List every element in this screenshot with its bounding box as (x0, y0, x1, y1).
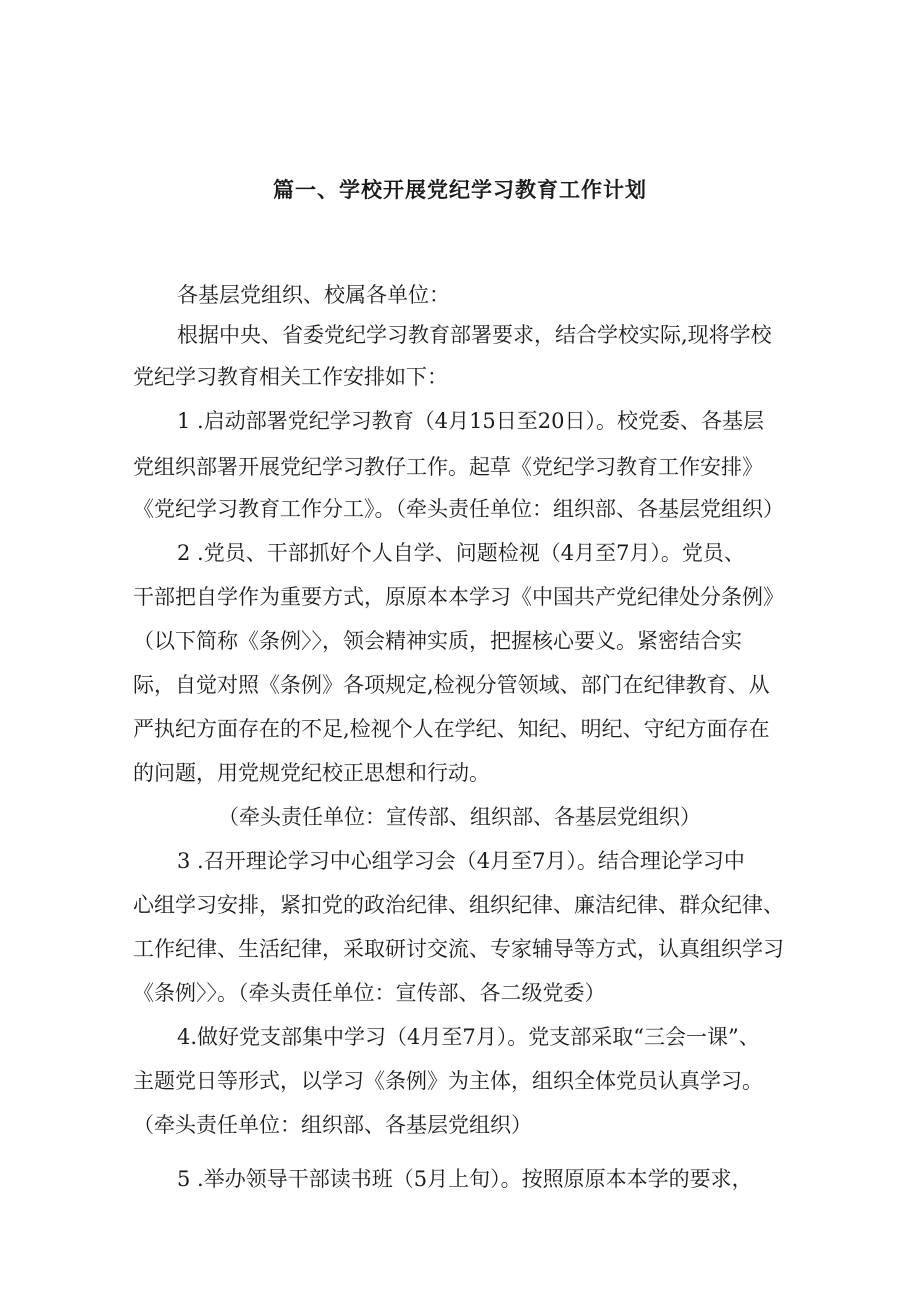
paragraph-line: （牵头责任单位：组织部、各基层党组织） (133, 1113, 532, 1137)
paragraph-line: 干部把自学作为重要方式，原原本本学习《中国共产党纪律处分条例》 (133, 585, 784, 609)
paragraph-line: 根据中央、省委党纪学习教育部署要求，结合学校实际,现将学校 (177, 323, 772, 347)
paragraph-line: （以下简称《条例〉〉，领会精神实质，把握核心要义。紧密结合实 (133, 629, 742, 653)
paragraph-line: 《条例〉〉。（牵头责任单位：宣传部、各二级党委） (133, 981, 606, 1005)
paragraph-line: 1 .启动部署党纪学习教育（4月15日至20日）。校党委、各基层 (177, 409, 765, 433)
paragraph-line: 5 .举办领导干部读书班（5月上旬）。按照原原本本学的要求， (177, 1167, 753, 1191)
paragraph-line: 党纪学习教育相关工作安排如下： (133, 365, 448, 389)
paragraph-line: 心组学习安排，紧扣党的政治纪律、组织纪律、廉洁纪律、群众纪律、 (133, 893, 784, 917)
salutation: 各基层党组织、校属各单位： (177, 283, 450, 307)
paragraph-line: 2 .党员、干部抓好个人自学、问题检视（4月至7月）。党员、 (177, 541, 745, 565)
paragraph-line: 的问题，用党规党纪校正思想和行动。 (133, 761, 490, 785)
document-title: 篇一、学校开展党纪学习教育工作计划 (273, 178, 647, 202)
paragraph-line: 工作纪律、生活纪律，采取研讨交流、专家辅导等方式，认真组织学习 (133, 937, 784, 961)
paragraph-line: 主题党日等形式，以学习《条例》为主体，组织全体党员认真学习。 (133, 1069, 763, 1093)
paragraph-line: 严执纪方面存在的不足,检视个人在学纪、知纪、明纪、守纪方面存在 (133, 717, 770, 741)
paragraph-line: 3 .召开理论学习中心组学习会（4月至7月）。结合理论学习中 (177, 849, 745, 873)
paragraph-line: 4.做好党支部集中学习（4月至7月）。党支部采取“三会一课”、 (177, 1025, 760, 1049)
paragraph-line: 党组织部署开展党纪学习教仔工作。起草《党纪学习教育工作安排》 (133, 455, 763, 479)
paragraph-line: 际，自觉对照《条例》各项规定,检视分管领域、部门在纪律教育、从 (133, 673, 770, 697)
paragraph-line: 《党纪学习教育工作分工》。（牵头责任单位：组织部、各基层党组织） (133, 497, 784, 521)
paragraph-line: （牵头责任单位：宣传部、组织部、各基层党组织） (218, 805, 701, 829)
